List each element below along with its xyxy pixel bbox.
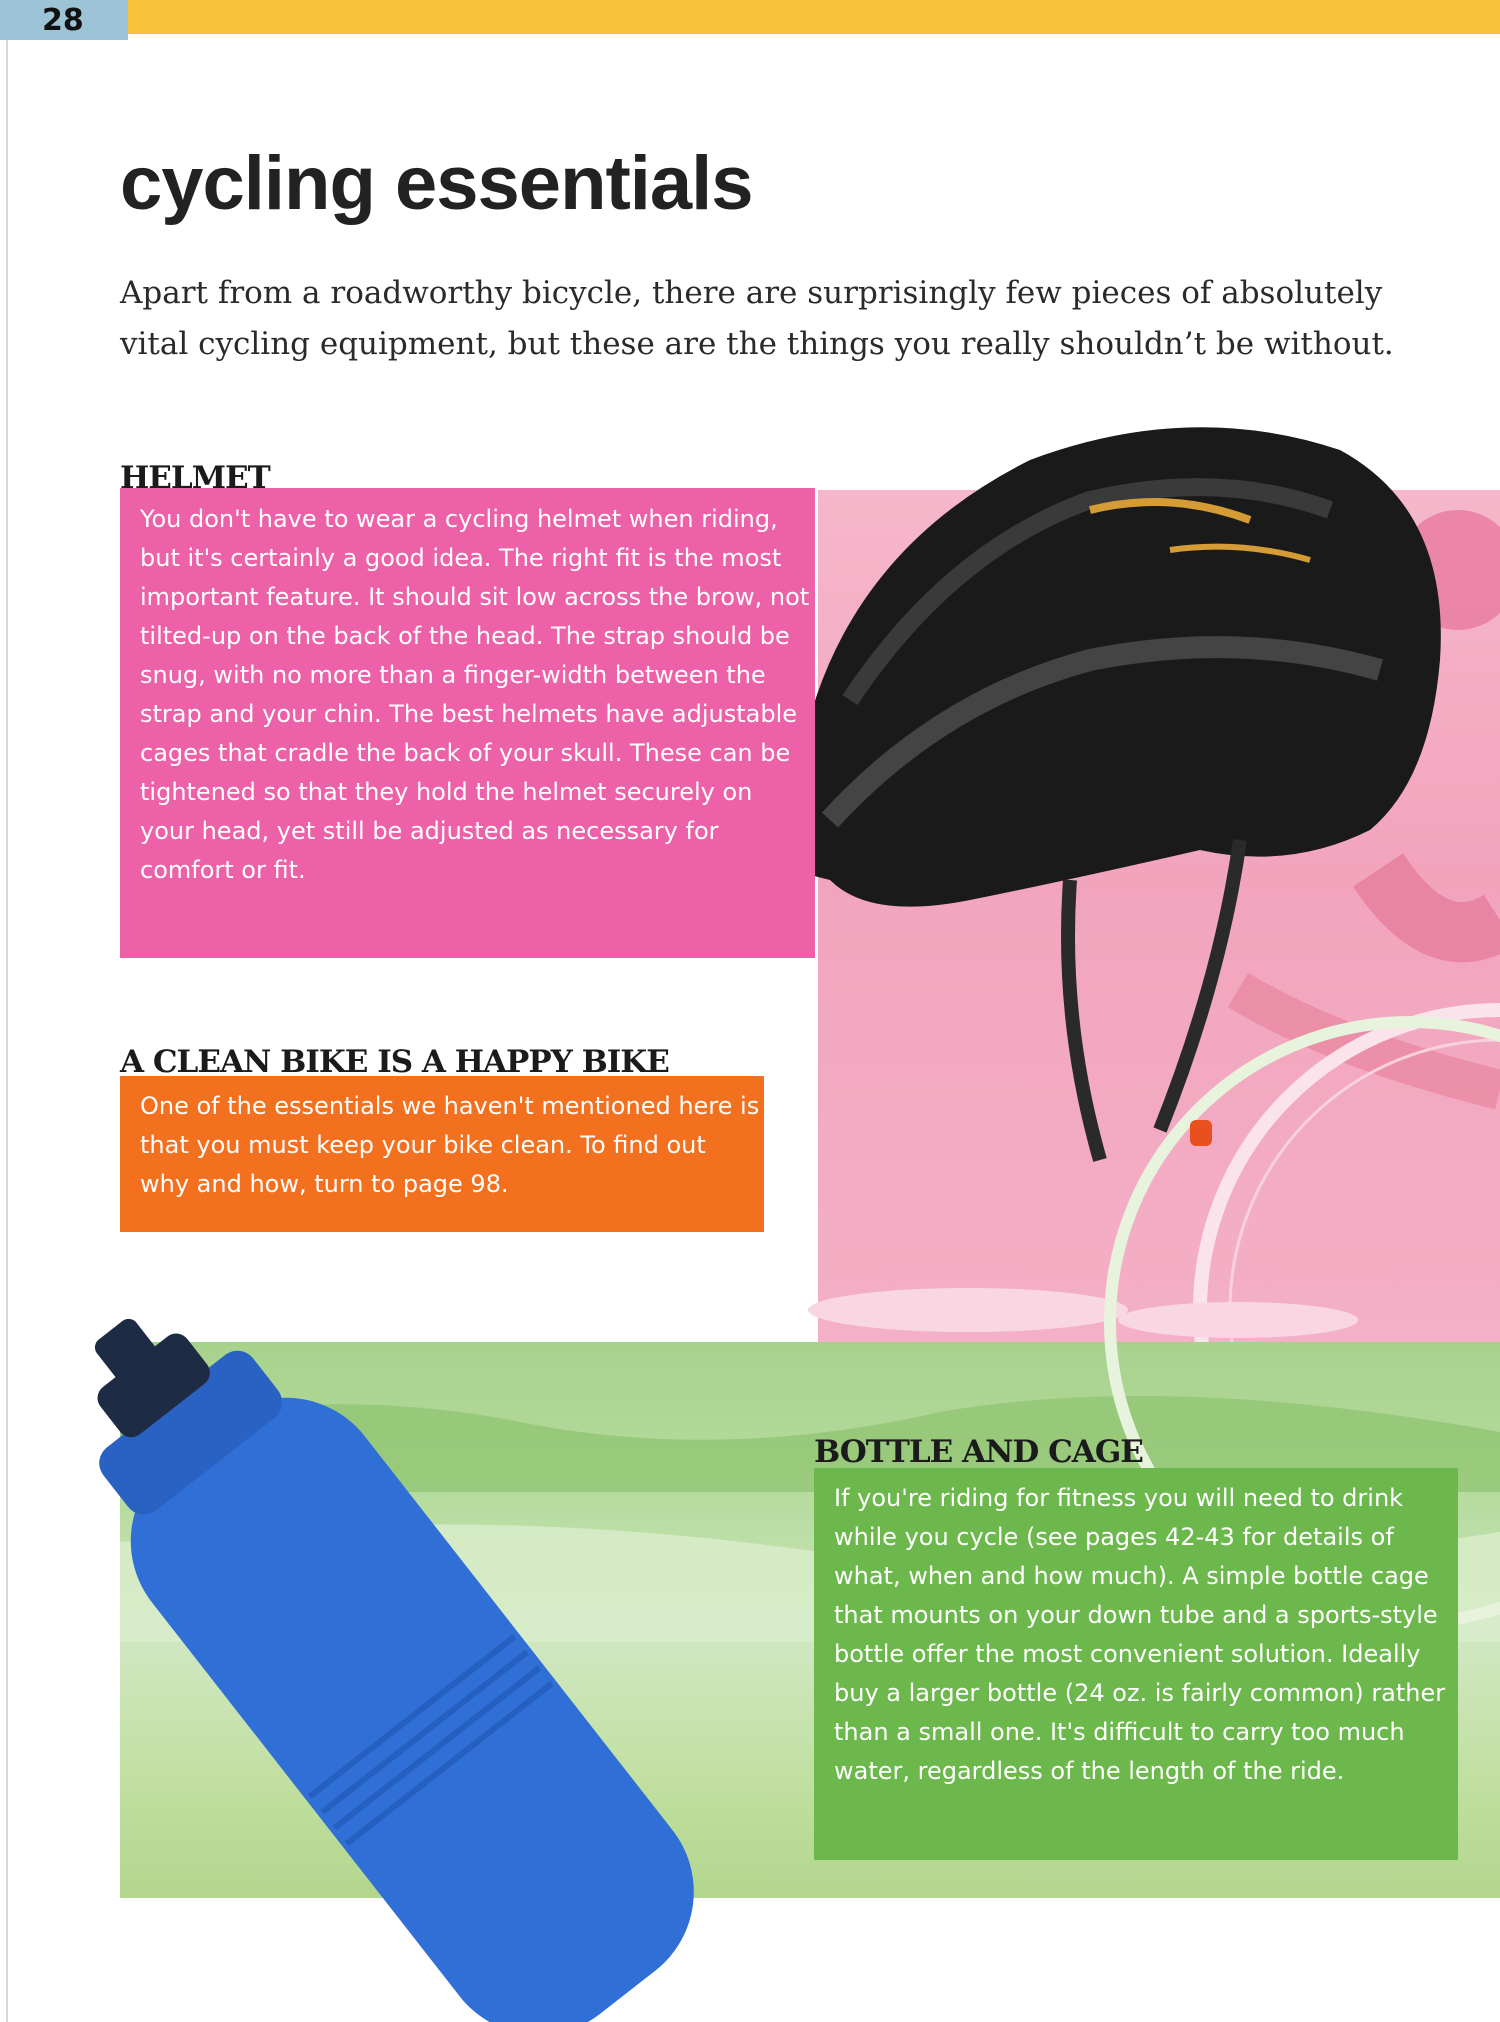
- helmet-image: [770, 400, 1450, 1220]
- intro-paragraph: Apart from a roadworthy bicycle, there are surprisingly few pieces of absolutely vital cycling equipment, but these are the things you really shouldn’t be without.: [120, 275, 1394, 362]
- clean-bike-body: One of the essentials we haven't mentioned here is that you must keep your bike clean. To find out why and how, turn to page 98.: [140, 1092, 760, 1198]
- helmet-heading: HELMET: [120, 460, 270, 496]
- bottle-heading: BOTTLE AND CAGE: [814, 1434, 1143, 1470]
- bottle-body: If you're riding for fitness you will need to drink while you cycle (see pages 42-43 for details of what, when and how much). A simple bottle cage that mounts on your down tube and a sports-style bottle offer the most convenient solution. Ideally buy a larger bottle (24 oz. is fairly common) rather than a small one. It's difficult to carry too much water, regardless of the length of the ride.: [834, 1484, 1446, 1785]
- page-number: 28: [0, 0, 128, 40]
- page-title: cycling essentials: [120, 141, 753, 226]
- top-color-bar: [128, 0, 1500, 34]
- clean-bike-heading: A CLEAN BIKE IS A HAPPY BIKE: [120, 1044, 669, 1080]
- page-edge: [6, 40, 8, 2022]
- water-bottle-image: [60, 1180, 880, 1980]
- helmet-body: You don't have to wear a cycling helmet when riding, but it's certainly a good idea. The right fit is the most important feature. It should sit low across the brow, not tilted-up on the back of the head. The strap should be snug, with no more than a finger-width between the strap and your chin. The best helmets have adjustable cages that cradle the back of your skull. These can be tightened so that they hold the helmet securely on your head, yet still be adjusted as necessary for comfort or fit.: [140, 505, 810, 884]
